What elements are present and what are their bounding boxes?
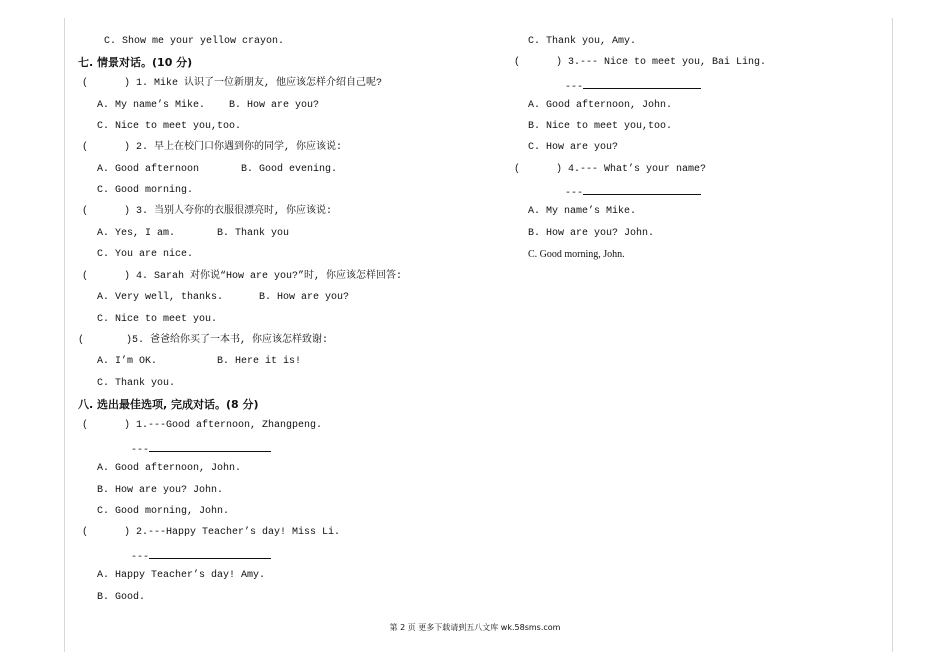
option-line: C. Nice to meet you. [97,314,218,325]
option-line: C. Good morning, John. [528,249,625,260]
question-8-4: ( ) 4.--- What’s your name? [514,164,707,175]
option-line: C. Thank you, Amy. [528,36,637,47]
section-8-heading: 八. 选出最佳选项, 完成对话。(8 分) [78,398,259,411]
option-line: A. My name’s Mike. B. How are you? [97,100,320,111]
option-line: C. Good morning. [97,185,194,196]
answer-line [565,184,701,201]
answer-line [131,548,271,565]
question-7-4: ( ) 4. Sarah 对你说“How are you?”时, 你应该怎样回答: [82,271,403,282]
option-line: A. Good afternoon, John. [528,100,673,111]
option-line: A. Good afternoon B. Good evening. [97,164,338,175]
section-7-heading: 七. 情景对话。(10 分) [78,56,193,69]
page-footer: 第 2 页 更多下载请到五八文库 wk.58sms.com [389,623,561,632]
question-8-2: ( ) 2.---Happy Teacher’s day! Miss Li. [82,527,341,538]
question-8-1: ( ) 1.---Good afternoon, Zhangpeng. [82,420,323,431]
option-line: B. How are you? John. [528,228,655,239]
option-line: B. How are you? John. [97,485,224,496]
option-line: B. Good. [97,592,146,603]
option-line: C. Thank you. [97,378,176,389]
dash-prefix: --- [131,445,150,456]
dash-prefix: --- [565,188,584,199]
question-7-1: ( ) 1. Mike 认识了一位新朋友, 他应该怎样介绍自己呢? [82,78,383,89]
answer-blank[interactable] [583,184,701,195]
dash-prefix: --- [565,82,584,93]
answer-blank[interactable] [149,441,271,452]
question-7-3: ( ) 3. 当别人夸你的衣服很漂亮时, 你应该说: [82,206,333,217]
answer-line [565,78,701,95]
option-line: A. Yes, I am. B. Thank you [97,228,290,239]
option-line: A. Good afternoon, John. [97,463,242,474]
option-line: C. Nice to meet you,too. [97,121,242,132]
option-line: C. How are you? [528,142,619,153]
dash-prefix: --- [131,552,150,563]
option-line: A. My name’s Mike. [528,206,637,217]
answer-blank[interactable] [583,78,701,89]
option-line: C. Good morning, John. [97,506,230,517]
option-line: A. I’m OK. B. Here it is! [97,356,302,367]
question-8-3: ( ) 3.--- Nice to meet you, Bai Ling. [514,57,767,68]
question-7-2: ( ) 2. 早上在校门口你遇到你的同学, 你应该说: [82,142,343,153]
option-line: C. Show me your yellow crayon. [104,36,285,47]
question-7-5: ( )5. 爸爸给你买了一本书, 你应该怎样致谢: [78,335,329,346]
option-line: C. You are nice. [97,249,194,260]
answer-line [131,441,271,458]
option-line: A. Happy Teacher’s day! Amy. [97,570,266,581]
answer-blank[interactable] [149,548,271,559]
option-line: A. Very well, thanks. B. How are you? [97,292,350,303]
option-line: B. Nice to meet you,too. [528,121,673,132]
